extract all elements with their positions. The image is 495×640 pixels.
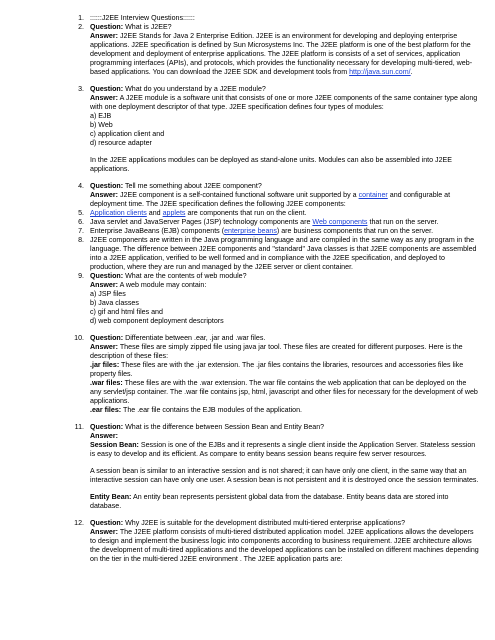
item-number: 7. xyxy=(78,227,84,235)
list-item xyxy=(78,14,479,23)
application-clients-link[interactable]: Application clients xyxy=(90,209,147,217)
answer-label: Answer: xyxy=(90,343,118,351)
question-text: What is J2EE? xyxy=(125,23,172,31)
list-item xyxy=(78,272,479,326)
question-label: Question: xyxy=(90,85,124,93)
list-item xyxy=(78,85,479,174)
list-item: 5. Application clients and applets are components that run on the client. xyxy=(90,209,479,218)
web-module-content: d) web component deployment descriptors xyxy=(90,317,224,325)
item-number: 3. xyxy=(78,85,84,93)
question-label: Question: xyxy=(90,519,124,527)
item-number: 1. xyxy=(78,14,84,22)
answer-label: Answer: xyxy=(90,191,118,199)
ear-label: .ear files: xyxy=(90,406,122,414)
answer-text: J2EE Stands for Java 2 Enterprise Edition. J2EE is an environment for developing and deploying enterprise applications. J2EE specification is defined by Sun Microsystems Inc. The J2EE platform is one of the best platform for the development and deployment of enterprise applications. The J2EE platform is consists of a set of services, application programming interfaces (APIs), and protocols, which provides the functionality necessary for developing multi-tiered, web-based applications. You can download the J2EE SDK and development tools from xyxy=(90,32,473,76)
applets-link[interactable]: applets xyxy=(162,209,186,217)
item-number: 6. xyxy=(78,218,84,226)
answer-label: Answer: xyxy=(90,432,118,440)
question-label: Question: xyxy=(90,423,124,431)
answer-text: The J2EE platform consists of multi-tiered distributed application model. J2EE applications allows the developers to design and implement the business logic into components according to business requirement. J2EE architecture allows the development of multi-tired applications and the developed applications can be installed on different machines depending on the tier in the multi-tiered J2EE environment . The J2EE application parts are: xyxy=(90,528,479,563)
web-module-content: a) JSP files xyxy=(90,290,126,298)
enterprise-beans-link[interactable]: enterprise beans xyxy=(224,227,277,235)
item-number: 9. xyxy=(78,272,84,280)
answer-label: Answer: xyxy=(90,32,118,40)
list-item: 7. Enterprise JavaBeans (EJB) components (enterprise beans) are business components that run on the server. xyxy=(90,227,479,236)
body-paragraph: J2EE components are written in the Java programming language and are compiled in the same way as any program in the language. The difference between J2EE components and "standard" Java classes is that J2EE components are assembled into a J2EE application, verified to be well formed and in compliance with the J2EE specification, and deployed to production, where they are run and managed by the J2EE server or client container. xyxy=(90,236,477,271)
question-text: What do you understand by a J2EE module? xyxy=(125,85,266,93)
module-type: b) Web xyxy=(90,121,113,129)
item-number: 2. xyxy=(78,23,84,31)
module-type: a) EJB xyxy=(90,112,112,120)
list-item: 10. Question: Differentiate between .ear, .jar and .war files. Answer: These files are simply zipped file using java jar tool. These files are created for different purposes. Here is the description of these files: .jar files: These files are with the .jar extension. The .jar files contains the libraries, resources and accessories files like property files. .war files: These files are with the .war extension. The war file contains the web application that can be deployed on the any servlet/jsp container. The .war file contains jsp, html, javascript and other files for necessary for the development of web applications. .ear files: The .ear file contains the EJB modules of the application. xyxy=(90,334,479,415)
answer-text: In the J2EE applications modules can be deployed as stand-alone units. Modules can also be assembled into J2EE applications. xyxy=(90,156,453,173)
question-text: What is the difference between Session Bean and Entity Bean? xyxy=(125,423,325,431)
session-bean-label: Session Bean: xyxy=(90,441,139,449)
entity-bean-label: Entity Bean: xyxy=(90,493,132,501)
body-paragraph: A session bean is similar to an interactive session and is not shared; it can have only one client, in the same way that an interactive session can have only one user. A session bean is not persistent and it is destroyed once the session terminates. xyxy=(90,467,479,484)
answer-text: These files are simply zipped file using java jar tool. These files are created for different purposes. Here is the description of these files: xyxy=(90,343,463,360)
question-label: Question: xyxy=(90,182,124,190)
container-link[interactable]: container xyxy=(358,191,388,199)
answer-text: J2EE component is a self-contained functional software unit supported by a xyxy=(119,191,357,199)
list-item: 11. Question: What is the difference between Session Bean and Entity Bean? Answer: Session Bean: Session is one of the EJBs and it represents a single client inside the Application Server. Stateless session is easy to develop and its efficient. As compare to entity beans session beans require few server resources. A session bean is similar to an interactive session and is not shared; it can have only one client, in the same way that an interactive session can have only one user. A session bean is not persistent and it is destroyed once the session terminates. Entity Bean: An entity bean represents persistent global data from the database. Entity beans data are stored into database. xyxy=(90,423,479,511)
list-item xyxy=(78,236,479,272)
war-label: .war files: xyxy=(90,379,123,387)
list-item xyxy=(74,519,479,564)
answer-label: Answer: xyxy=(90,94,118,102)
item-number: 5. xyxy=(78,209,84,217)
module-type: c) application client and xyxy=(90,130,165,138)
item-number: 12. xyxy=(74,519,84,527)
jar-label: .jar files: xyxy=(90,361,120,369)
web-module-content: c) gif and html files and xyxy=(90,308,163,316)
module-type: d) resource adapter xyxy=(90,139,152,147)
question-text: Why J2EE is suitable for the development distributed multi-tiered enterprise applications? xyxy=(125,519,406,527)
document-title: ::::::J2EE Interview Questions:::::: xyxy=(90,14,195,22)
item-number: 4. xyxy=(78,182,84,190)
question-text: Differentiate between .ear, .jar and .war files. xyxy=(125,334,266,342)
item-number: 11. xyxy=(74,423,84,431)
item-number: 10. xyxy=(74,334,84,342)
list-item: 6. Java servlet and JavaServer Pages (JSP) technology components are Web components that run on the server. xyxy=(90,218,479,227)
web-module-content: b) Java classes xyxy=(90,299,139,307)
web-components-link[interactable]: Web components xyxy=(312,218,368,226)
question-label: Question: xyxy=(90,334,124,342)
answer-label: Answer: xyxy=(90,281,118,289)
question-text: Tell me something about J2EE component? xyxy=(124,182,262,190)
item-number: 8. xyxy=(78,236,84,244)
question-text: What are the contents of web module? xyxy=(125,272,247,280)
list-item: 2. Question: What is J2EE? Answer: J2EE Stands for Java 2 Enterprise Edition. J2EE is an environment for developing and deploying enterprise applications. J2EE specification is defined by Sun Microsystems Inc. The J2EE platform is one of the best platform for the development and deployment of enterprise applications. The J2EE platform is consists of a set of services, application programming interfaces (APIs), and protocols, which provides the functionality necessary for developing multi-tiered, web-based applications. You can download the J2EE SDK and development tools from http://java.sun.com/. xyxy=(90,23,479,77)
answer-text: A web module may contain: xyxy=(119,281,207,289)
question-label: Question: xyxy=(90,23,124,31)
list-item: 4. Question: Tell me something about J2EE component? Answer: J2EE component is a self-contained functional software unit supported by a container and configurable at deployment time. The J2EE specification defines the following J2EE components: xyxy=(90,182,479,209)
answer-text: A J2EE module is a software unit that consists of one or more J2EE components of the same container type along with one deployment descriptor of that type. J2EE specification defines four types of modules: xyxy=(90,94,478,111)
question-label: Question: xyxy=(90,272,124,280)
java-sun-link[interactable]: http://java.sun.com/ xyxy=(349,68,411,76)
answer-label: Answer: xyxy=(90,528,118,536)
